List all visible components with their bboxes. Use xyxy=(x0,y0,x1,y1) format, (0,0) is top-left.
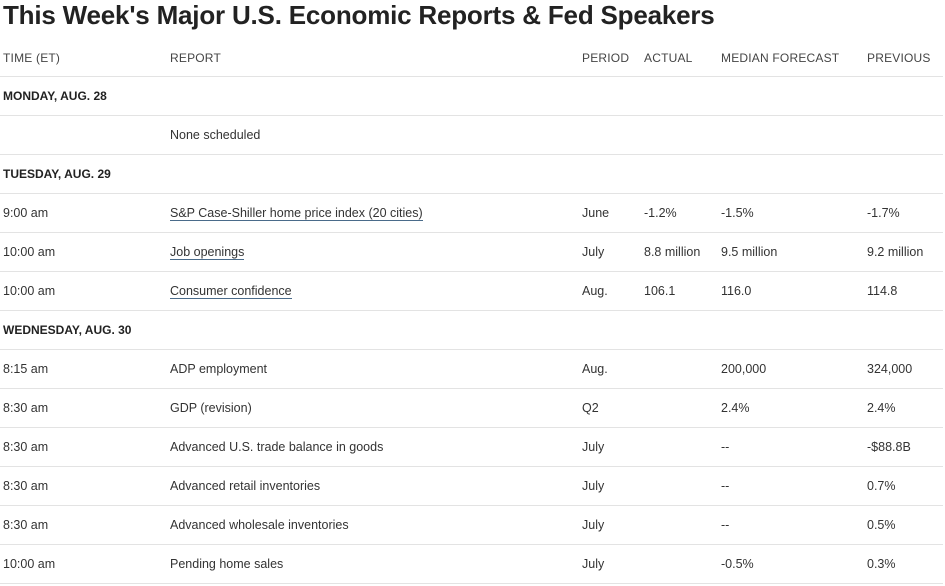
previous-cell: 114.8 xyxy=(867,284,898,298)
day-header-row xyxy=(0,77,943,116)
time-cell: 8:30 am xyxy=(3,440,49,454)
report-cell: Advanced wholesale inventories xyxy=(170,518,349,532)
period-cell: Q2 xyxy=(582,401,599,415)
median-forecast-cell: -- xyxy=(721,440,730,454)
table-row xyxy=(0,350,943,389)
time-cell: 10:00 am xyxy=(3,557,56,571)
column-header-previous: PREVIOUS xyxy=(867,51,931,65)
table-row xyxy=(0,233,943,272)
previous-cell: 2.4% xyxy=(867,401,896,415)
table-row xyxy=(0,545,943,584)
time-cell: 9:00 am xyxy=(3,206,49,220)
table-row xyxy=(0,428,943,467)
column-header-actual: ACTUAL xyxy=(644,51,693,65)
table-row xyxy=(0,389,943,428)
median-forecast-cell: 2.4% xyxy=(721,401,750,415)
report-cell xyxy=(170,272,292,310)
period-cell: July xyxy=(582,440,605,454)
day-label: TUESDAY, AUG. 29 xyxy=(3,167,111,181)
day-header-row xyxy=(0,311,943,350)
previous-cell: -1.7% xyxy=(867,206,900,220)
median-forecast-cell: -- xyxy=(721,479,730,493)
median-forecast-cell: -1.5% xyxy=(721,206,754,220)
period-cell: July xyxy=(582,245,605,259)
previous-cell: 0.7% xyxy=(867,479,896,493)
table-row xyxy=(0,194,943,233)
column-header-report: REPORT xyxy=(170,51,221,65)
column-header-median-forecast: MEDIAN FORECAST xyxy=(721,51,840,65)
table-row xyxy=(0,116,943,155)
day-header-row xyxy=(0,155,943,194)
median-forecast-cell: -0.5% xyxy=(721,557,754,571)
report-cell: GDP (revision) xyxy=(170,401,252,415)
period-cell: July xyxy=(582,479,605,493)
report-link[interactable]: Job openings xyxy=(170,244,245,259)
report-cell: ADP employment xyxy=(170,362,268,376)
report-cell xyxy=(170,194,423,232)
day-label: MONDAY, AUG. 28 xyxy=(3,89,107,103)
actual-cell: 8.8 million xyxy=(644,245,701,259)
column-header-period: PERIOD xyxy=(582,51,630,65)
table-row xyxy=(0,467,943,506)
period-cell: Aug. xyxy=(582,284,608,298)
previous-cell: -$88.8B xyxy=(867,440,911,454)
time-cell: 8:15 am xyxy=(3,362,49,376)
period-cell: June xyxy=(582,206,610,220)
report-cell: Pending home sales xyxy=(170,557,284,571)
previous-cell: 9.2 million xyxy=(867,245,924,259)
economic-calendar-table xyxy=(0,40,943,584)
day-label: WEDNESDAY, AUG. 30 xyxy=(3,323,132,337)
report-link[interactable]: S&P Case-Shiller home price index (20 cities) xyxy=(170,205,423,220)
column-header-time: TIME (ET) xyxy=(3,51,61,65)
report-cell: Advanced retail inventories xyxy=(170,479,321,493)
period-cell: July xyxy=(582,518,605,532)
table-row xyxy=(0,506,943,545)
time-cell: 10:00 am xyxy=(3,245,56,259)
previous-cell: 0.3% xyxy=(867,557,896,571)
report-cell: Advanced U.S. trade balance in goods xyxy=(170,440,384,454)
median-forecast-cell: -- xyxy=(721,518,730,532)
report-cell xyxy=(170,233,244,271)
time-cell: 8:30 am xyxy=(3,401,49,415)
previous-cell: 324,000 xyxy=(867,362,913,376)
median-forecast-cell: 116.0 xyxy=(721,284,752,298)
table-body xyxy=(0,77,943,584)
page-title: This Week's Major U.S. Economic Reports & Fed Speakers xyxy=(3,0,715,30)
period-cell: Aug. xyxy=(582,362,608,376)
time-cell: 10:00 am xyxy=(3,284,56,298)
time-cell: 8:30 am xyxy=(3,479,49,493)
report-link[interactable]: Consumer confidence xyxy=(170,283,292,298)
table-row xyxy=(0,272,943,311)
actual-cell: -1.2% xyxy=(644,206,677,220)
previous-cell: 0.5% xyxy=(867,518,896,532)
actual-cell: 106.1 xyxy=(644,284,676,298)
table-header-row xyxy=(0,40,943,77)
median-forecast-cell: 200,000 xyxy=(721,362,767,376)
report-cell: None scheduled xyxy=(170,128,261,142)
median-forecast-cell: 9.5 million xyxy=(721,245,778,259)
period-cell: July xyxy=(582,557,605,571)
time-cell: 8:30 am xyxy=(3,518,49,532)
